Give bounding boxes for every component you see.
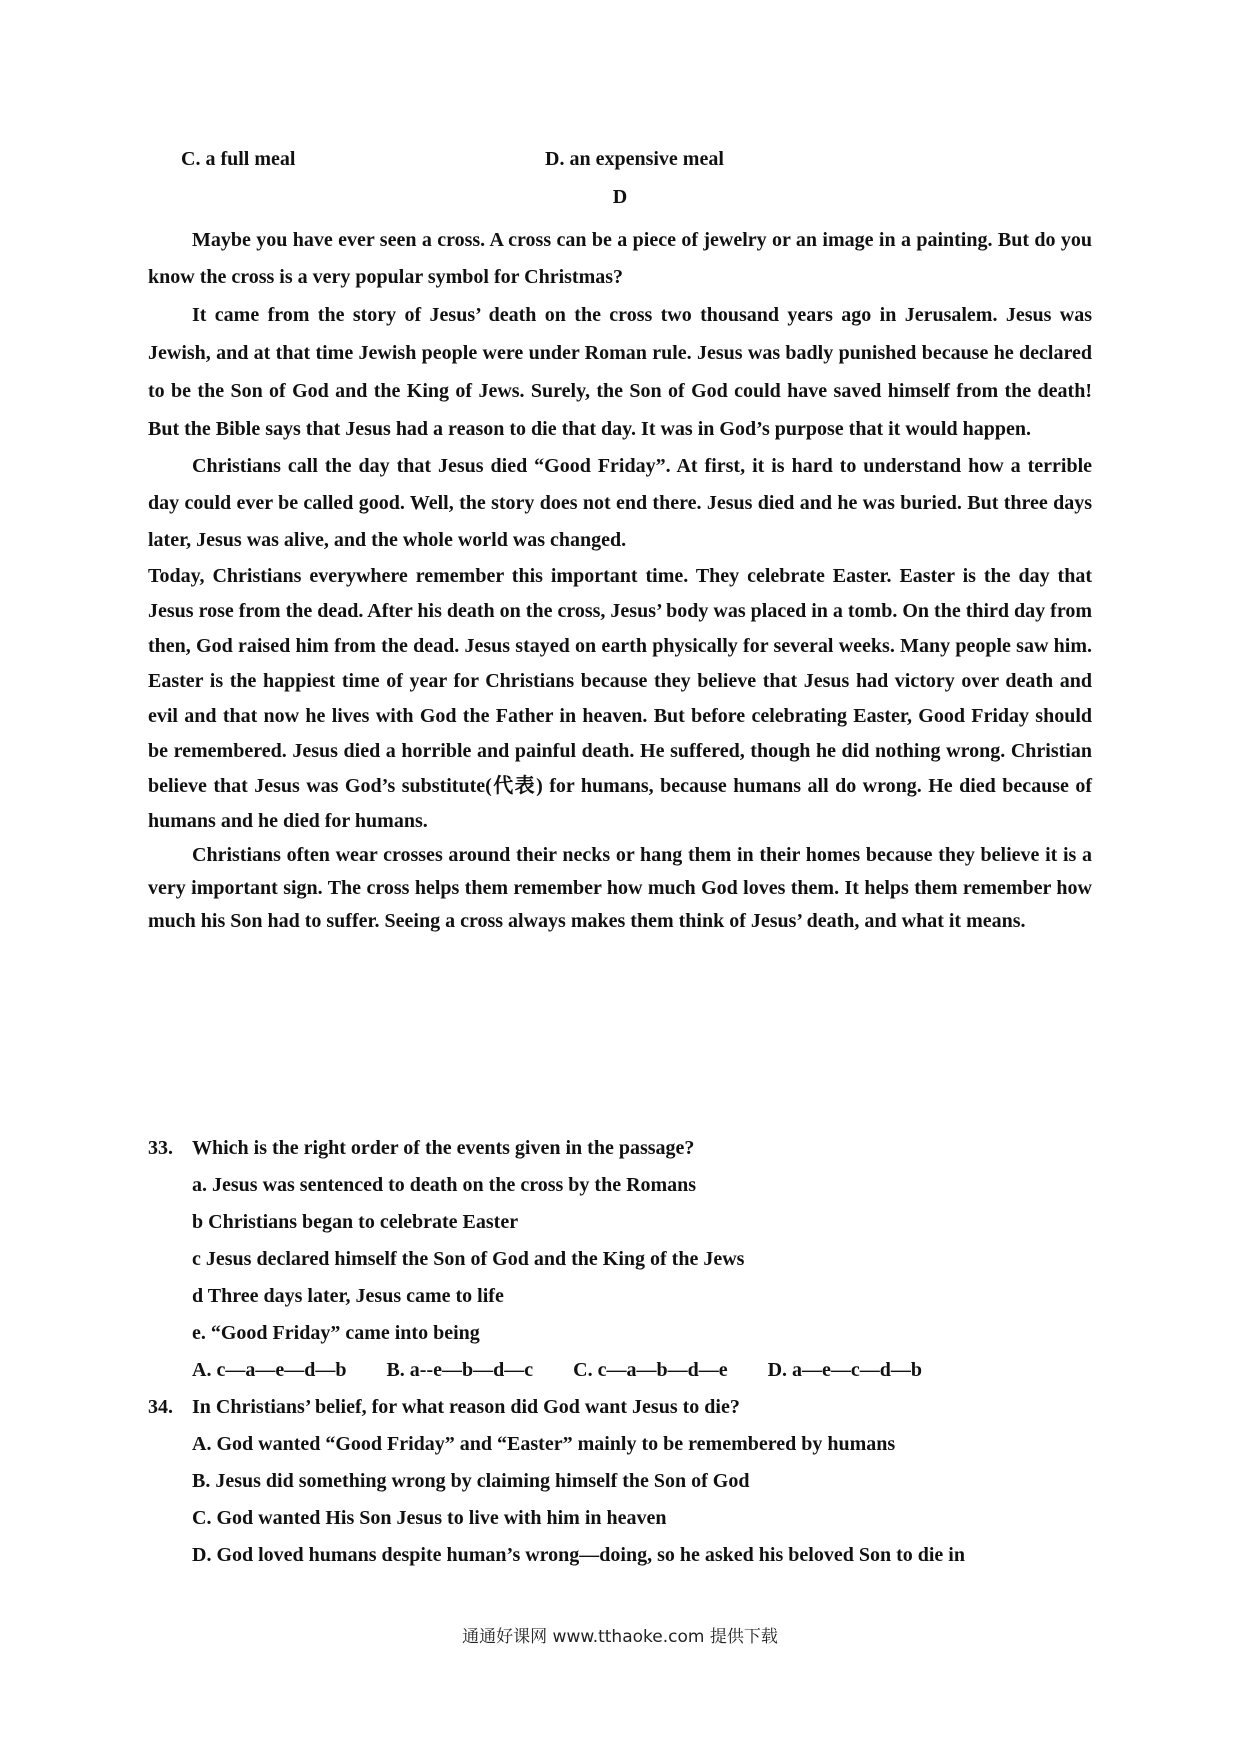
passage-paragraph: Christians call the day that Jesus died “Good Friday”. At first, it is hard to understand how a terrible day could ever be called good. Well, the story does not end there. Jesus died and he was buried. But three days later, Jesus was alive, and the whole world was changed. <box>148 455 1092 551</box>
choice-b: B. Jesus did something wrong by claiming himself the Son of God <box>192 1470 750 1492</box>
choice-d: D. a—e—c—d—b <box>767 1359 923 1381</box>
passage-paragraph: Maybe you have ever seen a cross. A cross can be a piece of jewelry or an image in a painting. But do you know the cross is a very popular symbol for Christmas? <box>148 229 1092 288</box>
event-item: c Jesus declared himself the Son of God and the King of the Jews <box>192 1248 745 1270</box>
event-item: d Three days later, Jesus came to life <box>192 1285 504 1307</box>
reading-passage <box>148 222 1092 938</box>
question-33 <box>148 1130 1092 1167</box>
page-footer: 通通好课网 www.tthaoke.com 提供下载 <box>462 1627 778 1647</box>
question-text: Which is the right order of the events given in the passage? <box>192 1137 695 1159</box>
question-34 <box>148 1389 1092 1426</box>
question-list <box>148 1130 1092 1574</box>
section-heading: D <box>612 186 628 208</box>
event-item: e. “Good Friday” came into being <box>192 1322 480 1344</box>
answer-choices-33 <box>192 1352 1092 1389</box>
previous-question-options <box>181 148 1081 174</box>
question-number: 34. <box>148 1396 173 1418</box>
choice-b: B. a--e—b—d—c <box>386 1359 534 1381</box>
choice-a: A. God wanted “Good Friday” and “Easter” mainly to be remembered by humans <box>192 1433 896 1455</box>
choice-c: C. c—a—b—d—e <box>573 1359 728 1381</box>
question-text: In Christians’ belief, for what reason did God want Jesus to die? <box>192 1396 740 1418</box>
choice-d: D. God loved humans despite human’s wrong—doing, so he asked his beloved Son to die in <box>192 1544 965 1566</box>
passage-paragraph: Christians often wear crosses around their necks or hang them in their homes because they believe it is a very important sign. The cross helps them remember how much God loves them. It helps them remember how much his Son had to suffer. Seeing a cross always makes them think of Jesus’ death, and what it means. <box>148 844 1092 932</box>
option-d: D. an expensive meal <box>545 148 724 170</box>
event-item: b Christians began to celebrate Easter <box>192 1211 519 1233</box>
event-item: a. Jesus was sentenced to death on the cross by the Romans <box>192 1174 697 1196</box>
passage-paragraph: Today, Christians everywhere remember this important time. They celebrate Easter. Easter is the day that Jesus rose from the dead. After his death on the cross, Jesus’ body was placed in a tomb. On the third day from then, God raised him from the dead. Jesus stayed on earth physically for several weeks. Many people saw him. Easter is the happiest time of year for Christians because they believe that Jesus had victory over death and evil and that now he lives with God the Father in heaven. But before celebrating Easter, Good Friday should be remembered. Jesus died a horrible and painful death. He suffered, though he did nothing wrong. Christian believe that Jesus was God’s substitute(代表) for humans, because humans all do wrong. He died because of humans and he died for humans. <box>148 565 1092 832</box>
choice-c: C. God wanted His Son Jesus to live with him in heaven <box>192 1507 667 1529</box>
passage-paragraph: It came from the story of Jesus’ death on the cross two thousand years ago in Jerusalem. Jesus was Jewish, and at that time Jewish people were under Roman rule. Jesus was badly punished because he declared to be the Son of God and the King of Jews. Surely, the Son of God could have saved himself from the death! But the Bible says that Jesus had a reason to die that day. It was in God’s purpose that it would happen. <box>148 304 1092 440</box>
option-c: C. a full meal <box>181 148 296 170</box>
choice-a: A. c—a—e—d—b <box>192 1359 347 1381</box>
question-number: 33. <box>148 1137 173 1159</box>
